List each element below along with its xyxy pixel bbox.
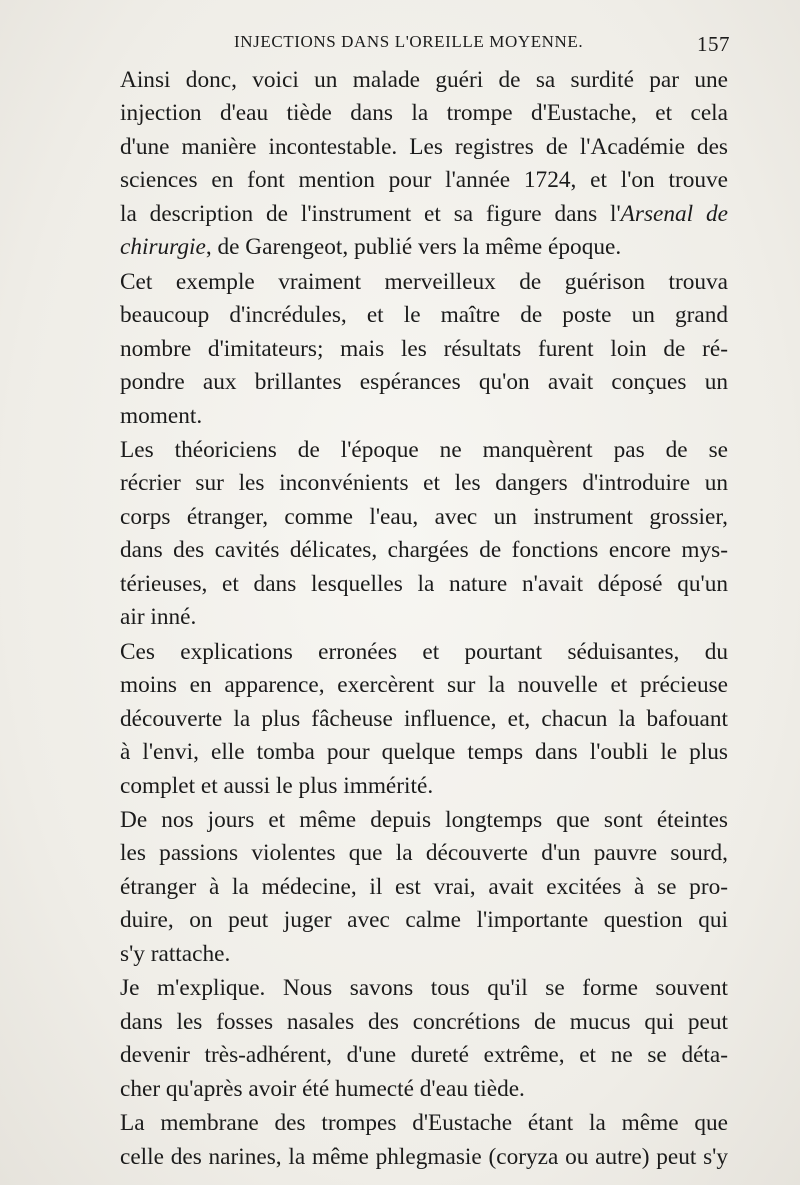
text-line: s'y rattache. bbox=[120, 940, 231, 967]
text-line: corps étranger, comme l'eau, avec un instrument grossier, bbox=[120, 503, 728, 530]
text-line: nombre d'imitateurs; mais les résultats furent loin de ré- bbox=[120, 335, 728, 362]
italic-title: chirurgie bbox=[120, 234, 206, 261]
paragraph-7 bbox=[100, 1107, 728, 1174]
text-line: étranger à la médecine, il est vrai, avait excitées à se pro- bbox=[120, 873, 728, 900]
text-line bbox=[100, 231, 728, 264]
text-line: air inné. bbox=[120, 604, 197, 631]
text-line: complet et aussi le plus immérité. bbox=[120, 772, 434, 799]
paragraph-4 bbox=[100, 636, 728, 803]
text-line: Ces explications erronées et pourtant séduisantes, du bbox=[120, 638, 728, 665]
italic-title: Arsenal de bbox=[620, 200, 728, 227]
text-fragment: , de Garengeot, publié vers la même époque. bbox=[205, 234, 622, 261]
text-line: La membrane des trompes d'Eustache étant la même que bbox=[120, 1110, 728, 1137]
text-line: les passions violentes que la découverte d'un pauvre sourd, bbox=[120, 840, 728, 867]
text-line: cher qu'après avoir été humecté d'eau tiède. bbox=[120, 1075, 525, 1102]
text-line: celle des narines, la même phlegmasie (coryza ou autre) peut s'y bbox=[120, 1143, 728, 1170]
text-line: moment. bbox=[120, 402, 203, 429]
text-line bbox=[100, 198, 728, 231]
paragraph-2 bbox=[100, 266, 728, 433]
text-line: moins en apparence, exercèrent sur la nouvelle et précieuse bbox=[120, 672, 728, 699]
paragraph-6 bbox=[100, 972, 728, 1106]
text-line: duire, on peut juger avec calme l'importante question qui bbox=[120, 907, 728, 934]
text-line: découverte la plus fâcheuse influence, et, chacun la bafouant bbox=[120, 705, 728, 732]
text-line: d'une manière incontestable. Les registres de l'Académie des bbox=[120, 133, 728, 160]
page-number: 157 bbox=[697, 32, 730, 56]
text-line: dans les fosses nasales des concrétions de mucus qui peut bbox=[120, 1008, 728, 1035]
text-line: devenir très-adhérent, d'une dureté extrême, et ne se déta- bbox=[120, 1042, 728, 1069]
text-line: Cet exemple vraiment merveilleux de guérison trouva bbox=[120, 268, 728, 295]
body-text bbox=[100, 64, 728, 1174]
text-line: De nos jours et même depuis longtemps que sont éteintes bbox=[120, 806, 728, 833]
text-line: Les théoriciens de l'époque ne manquèrent pas de se bbox=[120, 436, 728, 463]
text-line: récrier sur les inconvénients et les dangers d'introduire un bbox=[120, 470, 728, 497]
text-line: beaucoup d'incrédules, et le maître de poste un grand bbox=[120, 302, 728, 329]
text-line: à l'envi, elle tomba pour quelque temps dans l'oubli le plus bbox=[120, 739, 728, 766]
text-line: térieuses, et dans lesquelles la nature n'avait déposé qu'un bbox=[120, 570, 728, 597]
running-head bbox=[100, 30, 730, 58]
text-fragment: la description de l'instrument et sa figure dans l' bbox=[120, 200, 621, 227]
text-line: sciences en font mention pour l'année 1724, et l'on trouve bbox=[120, 167, 728, 194]
text-line: injection d'eau tiède dans la trompe d'Eustache, et cela bbox=[120, 100, 728, 127]
text-line: dans des cavités délicates, chargées de fonctions encore mys- bbox=[120, 537, 728, 564]
paragraph-3 bbox=[100, 434, 728, 635]
text-line: Je m'explique. Nous savons tous qu'il se forme souvent bbox=[120, 975, 728, 1002]
paragraph-5 bbox=[100, 804, 728, 971]
paragraph-1 bbox=[100, 64, 728, 265]
text-line: pondre aux brillantes espérances qu'on avait conçues un bbox=[120, 369, 728, 396]
running-title: INJECTIONS DANS L'OREILLE MOYENNE. bbox=[234, 32, 584, 51]
text-line: Ainsi donc, voici un malade guéri de sa surdité par une bbox=[120, 67, 728, 93]
